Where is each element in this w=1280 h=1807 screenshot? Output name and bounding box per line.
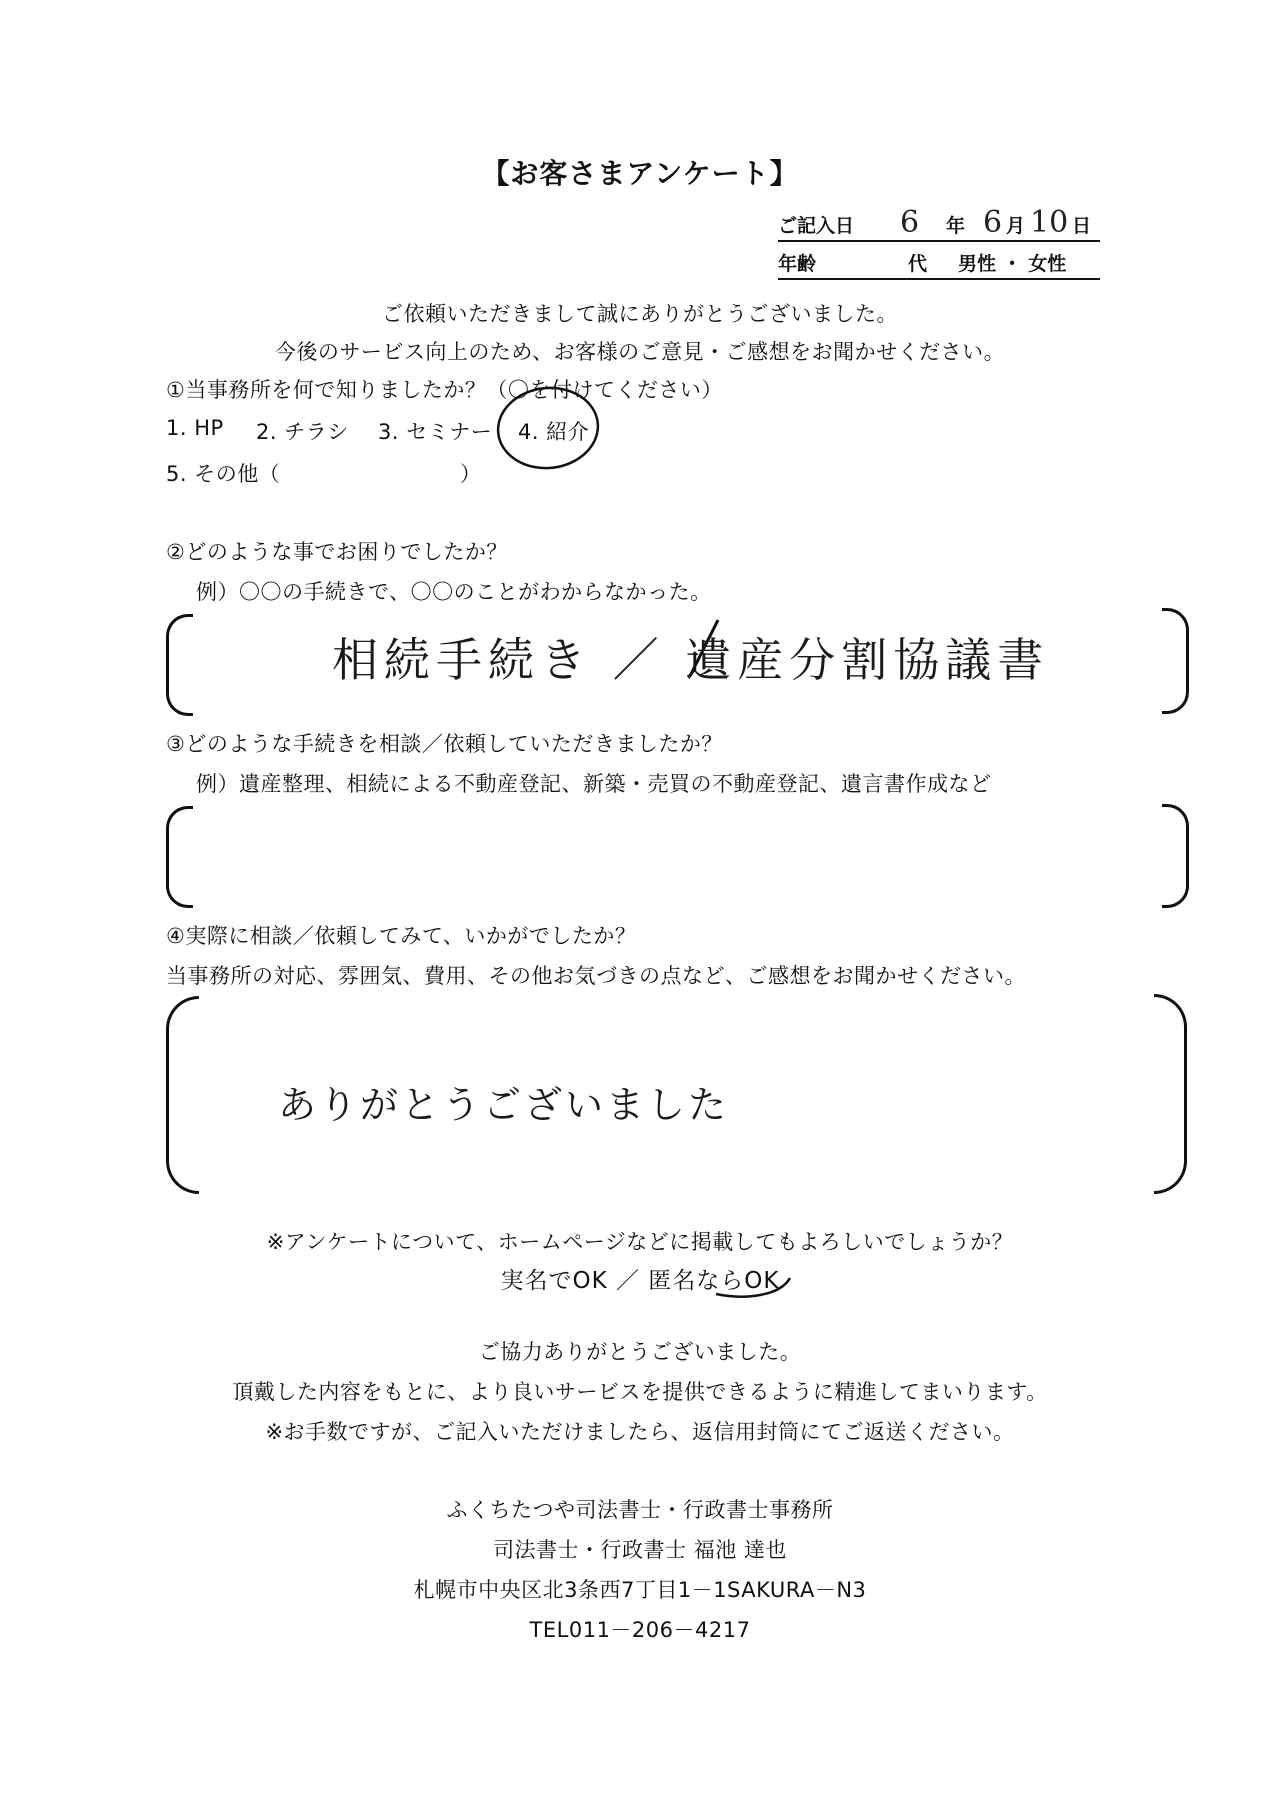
intro-line-1: ご依頼いただきまして誠にありがとうございました。 bbox=[382, 302, 898, 326]
q4-question: ④実際に相談／依頼してみて、いかがでしたか？ bbox=[166, 924, 637, 948]
q2-answer-slash bbox=[690, 620, 718, 676]
q3-example: 例）遺産整理、相続による不動産登記、新築・売買の不動産登記、遺言書作成など bbox=[196, 772, 992, 796]
q4-answer[interactable]: ありがとうございました bbox=[278, 1083, 730, 1127]
date-month-label: 月 bbox=[1006, 215, 1026, 237]
gender-options[interactable]: 男性 ・ 女性 bbox=[958, 253, 1067, 275]
q3-question: ③どのような手続きを相談／依頼していただきましたか？ bbox=[166, 732, 723, 756]
footer-office-name: ふくちたつや司法書士・行政書士事務所 bbox=[446, 1498, 834, 1522]
date-label: ご記入日 bbox=[778, 215, 855, 237]
q4-example: 当事務所の対応、雰囲気、費用、その他お気づきの点など、ご感想をお聞かせください。 bbox=[166, 964, 1026, 988]
closing-line-3: ※お手数ですが、ご記入いただけましたら、返信用封筒にてご返送ください。 bbox=[265, 1420, 1015, 1444]
q1-option-hp[interactable]: 1. HP bbox=[166, 416, 224, 440]
date-day-value[interactable]: 10 bbox=[1030, 205, 1069, 240]
date-year-label: 年 bbox=[946, 215, 966, 237]
date-year-value[interactable]: 6 bbox=[900, 205, 920, 240]
q1-option-seminar[interactable]: 3. セミナー bbox=[378, 420, 493, 444]
q1-option-referral[interactable]: 4. 紹介 bbox=[518, 420, 590, 444]
date-month-value[interactable]: 6 bbox=[983, 205, 1003, 240]
age-unit: 代 bbox=[908, 253, 928, 275]
footer-address: 札幌市中央区北3条西7丁目1－1SAKURA－N3 bbox=[413, 1578, 867, 1602]
q1-question: ①当事務所を何で知りましたか？（〇を付けてください） bbox=[166, 378, 723, 402]
q1-selection-circle bbox=[494, 383, 602, 473]
publish-question: ※アンケートについて、ホームページなどに掲載してもよろしいでしょうか？ bbox=[266, 1230, 1014, 1254]
closing-line-2: 頂戴した内容をもとに、より良いサービスを提供できるように精進してまいります。 bbox=[232, 1380, 1048, 1404]
footer-tel: TEL011－206－4217 bbox=[529, 1618, 751, 1642]
publish-selection-mark bbox=[716, 1278, 790, 1297]
q2-example: 例）〇〇の手続きで、〇〇のことがわからなかった。 bbox=[196, 580, 712, 604]
footer-representative: 司法書士・行政書士 福池 達也 bbox=[493, 1538, 787, 1562]
q1-other-close: ） bbox=[460, 462, 482, 486]
q2-question: ②どのような事でお困りでしたか？ bbox=[166, 540, 508, 564]
closing-line-1: ご協力ありがとうございました。 bbox=[478, 1340, 802, 1364]
publish-options[interactable]: 実名でOK ／ 匿名ならOK bbox=[500, 1268, 780, 1294]
q1-option-other[interactable]: 5. その他（ bbox=[166, 462, 281, 486]
q1-option-flyer[interactable]: 2. チラシ bbox=[256, 420, 349, 444]
page-title: 【お客さまアンケート】 bbox=[481, 157, 799, 190]
q2-answer[interactable]: 相続手続き ／ 遺産分割協議書 bbox=[332, 633, 1050, 687]
date-day-label: 日 bbox=[1072, 215, 1092, 237]
intro-line-2: 今後のサービス向上のため、お客様のご意見・ご感想をお聞かせください。 bbox=[274, 340, 1006, 364]
age-label: 年齢 bbox=[778, 253, 817, 275]
